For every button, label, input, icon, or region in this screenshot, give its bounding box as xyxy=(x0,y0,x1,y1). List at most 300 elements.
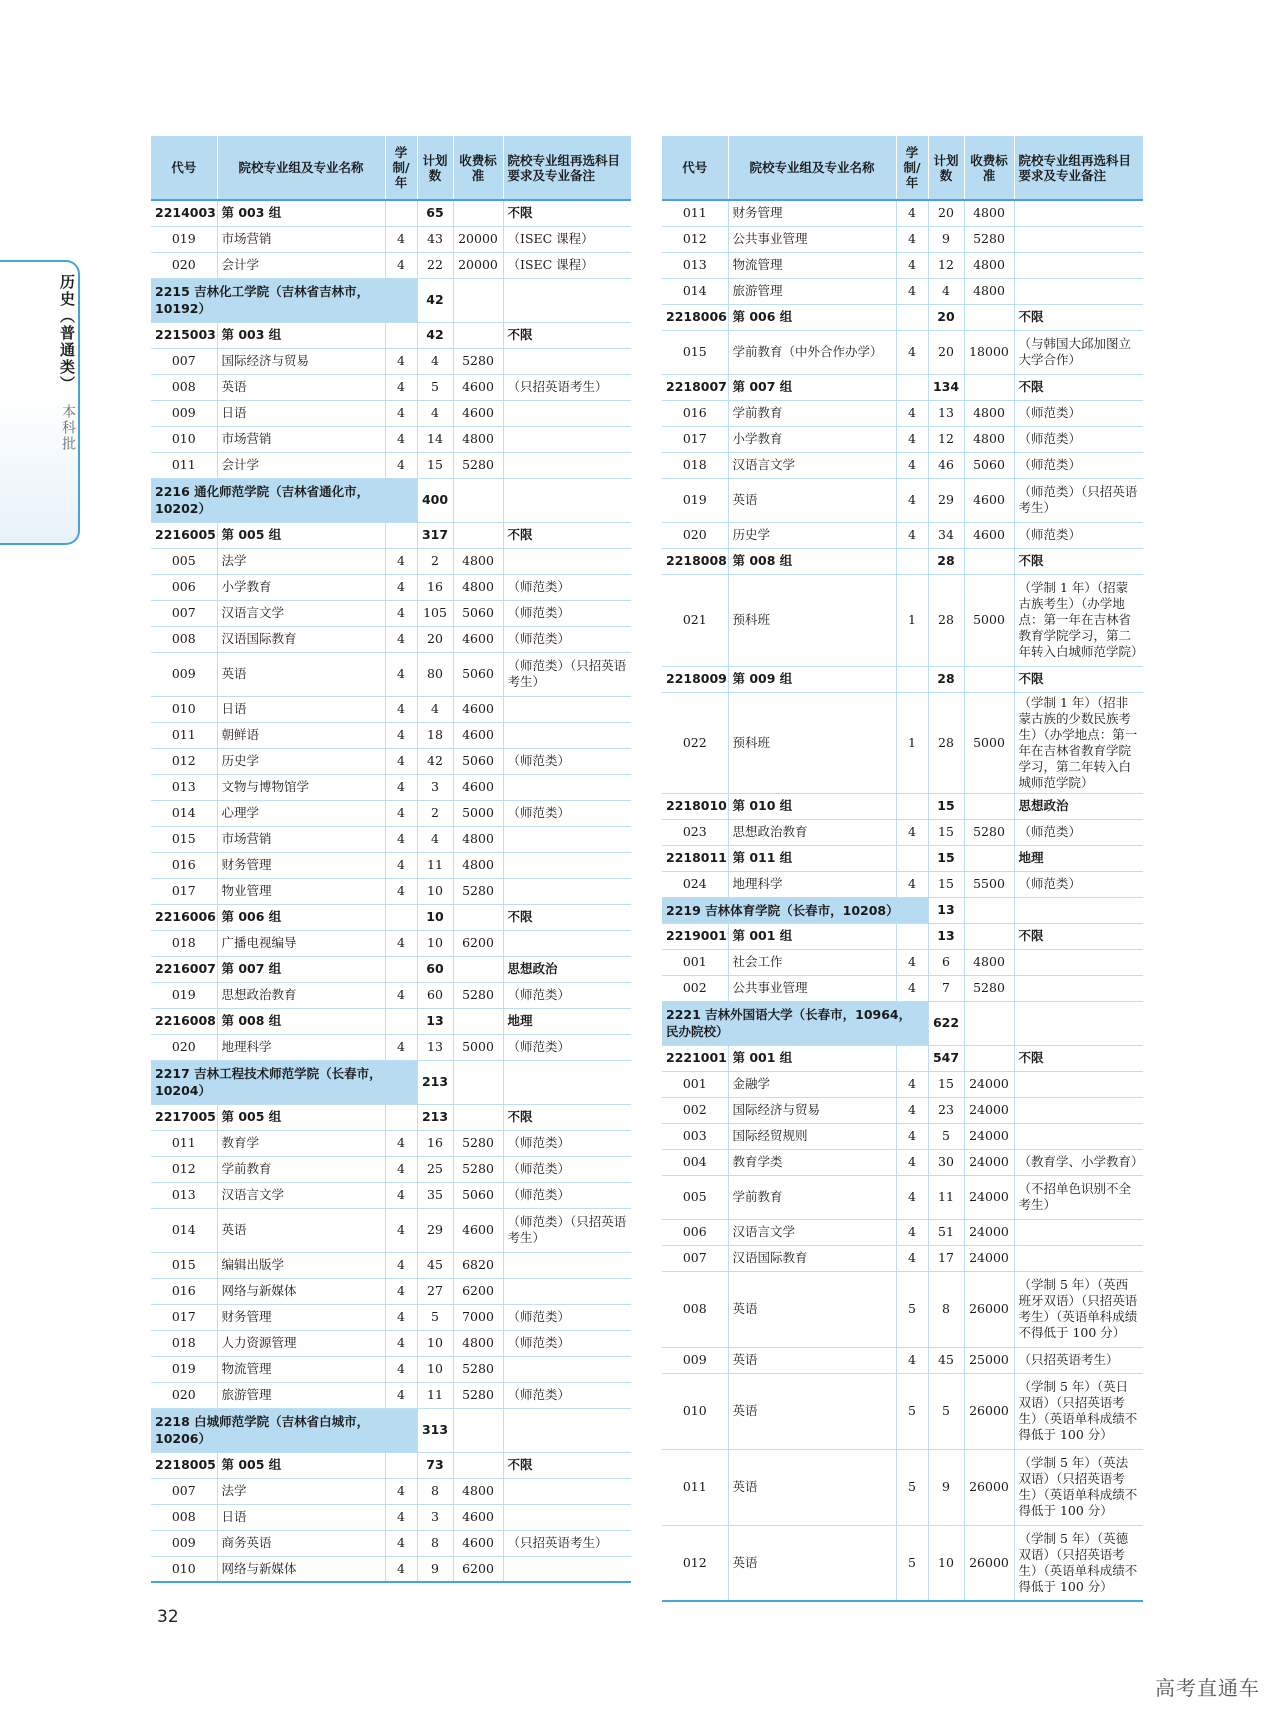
major-years: 1 xyxy=(896,692,928,793)
major-fee: 4600 xyxy=(453,1208,503,1252)
major-row xyxy=(151,1130,631,1156)
institution-fee xyxy=(964,1001,1014,1045)
group-fee xyxy=(964,923,1014,949)
group-years xyxy=(385,522,417,548)
major-fee: 20000 xyxy=(453,252,503,278)
major-name: 网络与新媒体 xyxy=(217,1278,385,1304)
major-name: 人力资源管理 xyxy=(217,1330,385,1356)
major-code: 002 xyxy=(662,1097,728,1123)
major-fee: 4600 xyxy=(964,522,1014,548)
group-years xyxy=(896,374,928,400)
major-row xyxy=(662,1219,1143,1245)
group-row xyxy=(151,1104,631,1130)
major-plan: 10 xyxy=(417,1356,453,1382)
major-plan: 15 xyxy=(928,871,964,897)
major-row xyxy=(662,200,1143,226)
major-plan: 80 xyxy=(417,652,453,696)
group-years xyxy=(385,904,417,930)
major-years: 4 xyxy=(385,774,417,800)
major-plan: 15 xyxy=(417,452,453,478)
major-name: 英语 xyxy=(728,1449,896,1525)
group-subject-requirement: 不限 xyxy=(1014,923,1143,949)
group-name: 第 008 组 xyxy=(217,1008,385,1034)
major-code: 002 xyxy=(662,975,728,1001)
major-years: 4 xyxy=(896,1245,928,1271)
header-name: 院校专业组及专业名称 xyxy=(217,136,385,200)
major-plan: 17 xyxy=(928,1245,964,1271)
major-name: 汉语言文学 xyxy=(217,600,385,626)
institution-plan: 42 xyxy=(417,278,453,322)
major-years: 4 xyxy=(385,800,417,826)
major-fee: 4800 xyxy=(964,278,1014,304)
major-plan: 28 xyxy=(928,692,964,793)
major-code: 021 xyxy=(662,574,728,666)
major-code: 016 xyxy=(151,852,217,878)
major-years: 4 xyxy=(385,1208,417,1252)
major-note: （师范类） xyxy=(1014,819,1143,845)
group-row xyxy=(662,666,1143,692)
institution-row xyxy=(151,478,631,522)
major-fee: 5500 xyxy=(964,871,1014,897)
major-plan: 13 xyxy=(417,1034,453,1060)
major-plan: 20 xyxy=(417,626,453,652)
major-row xyxy=(151,652,631,696)
group-years xyxy=(385,1452,417,1478)
major-name: 物业管理 xyxy=(217,878,385,904)
major-row xyxy=(151,1156,631,1182)
group-code: 2218006 xyxy=(662,304,728,330)
group-plan: 73 xyxy=(417,1452,453,1478)
institution-row xyxy=(151,1060,631,1104)
group-years xyxy=(896,666,928,692)
section-category-label: 历史（普通类） xyxy=(58,274,76,393)
major-row xyxy=(151,574,631,600)
major-name: 财务管理 xyxy=(217,1304,385,1330)
page-number: 32 xyxy=(157,1607,179,1627)
major-row xyxy=(662,1123,1143,1149)
institution-row xyxy=(662,1001,1143,1045)
major-name: 英语 xyxy=(217,652,385,696)
major-fee: 5060 xyxy=(964,452,1014,478)
major-plan: 2 xyxy=(417,800,453,826)
institution-name: 2215 吉林化工学院（吉林省吉林市，10192） xyxy=(151,278,417,322)
group-code: 2218011 xyxy=(662,845,728,871)
major-fee: 4600 xyxy=(453,400,503,426)
institution-plan: 213 xyxy=(417,1060,453,1104)
group-subject-requirement: 不限 xyxy=(1014,666,1143,692)
major-plan: 11 xyxy=(417,1382,453,1408)
institution-fee xyxy=(964,897,1014,923)
institution-row xyxy=(151,278,631,322)
major-years: 4 xyxy=(896,819,928,845)
major-row xyxy=(151,626,631,652)
major-note xyxy=(503,774,631,800)
group-subject-requirement: 不限 xyxy=(1014,374,1143,400)
major-note xyxy=(503,348,631,374)
major-years: 5 xyxy=(896,1525,928,1601)
major-plan: 4 xyxy=(417,400,453,426)
major-fee: 24000 xyxy=(964,1123,1014,1149)
major-name: 朝鲜语 xyxy=(217,722,385,748)
major-row xyxy=(151,252,631,278)
major-fee: 5000 xyxy=(964,574,1014,666)
group-code: 2218009 xyxy=(662,666,728,692)
major-note xyxy=(1014,1123,1143,1149)
major-row xyxy=(151,1278,631,1304)
institution-name: 2216 通化师范学院（吉林省通化市，10202） xyxy=(151,478,417,522)
header-code: 代号 xyxy=(151,136,217,200)
major-note xyxy=(1014,278,1143,304)
major-note: （师范类） xyxy=(503,1034,631,1060)
major-fee: 5280 xyxy=(964,819,1014,845)
major-years: 4 xyxy=(896,478,928,522)
major-row xyxy=(662,1525,1143,1601)
major-note xyxy=(503,1556,631,1582)
major-fee: 4800 xyxy=(964,400,1014,426)
major-plan: 45 xyxy=(928,1347,964,1373)
group-fee xyxy=(453,1452,503,1478)
group-years xyxy=(385,200,417,226)
major-code: 009 xyxy=(151,1530,217,1556)
major-note xyxy=(503,1478,631,1504)
major-plan: 10 xyxy=(928,1525,964,1601)
major-code: 019 xyxy=(151,1356,217,1382)
major-plan: 60 xyxy=(417,982,453,1008)
major-note xyxy=(503,548,631,574)
major-fee: 5060 xyxy=(453,1182,503,1208)
major-fee: 4600 xyxy=(453,374,503,400)
major-row xyxy=(662,1373,1143,1449)
major-code: 019 xyxy=(662,478,728,522)
major-fee: 24000 xyxy=(964,1097,1014,1123)
major-note: （师范类）（只招英语考生） xyxy=(503,652,631,696)
major-note: （学制 1 年）（招非蒙古族的少数民族考生）（办学地点：第一年在吉林省教育学院学习，第二年转入白城师范学院） xyxy=(1014,692,1143,793)
group-code: 2216006 xyxy=(151,904,217,930)
major-note: （师范类） xyxy=(503,982,631,1008)
section-side-tab xyxy=(0,260,80,545)
header-code: 代号 xyxy=(662,136,728,200)
institution-plan: 13 xyxy=(928,897,964,923)
major-name: 国际经贸规则 xyxy=(728,1123,896,1149)
major-fee: 5280 xyxy=(964,226,1014,252)
group-fee xyxy=(453,200,503,226)
major-years: 4 xyxy=(385,452,417,478)
institution-name: 2221 吉林外国语大学（长春市，10964，民办院校） xyxy=(662,1001,928,1045)
major-fee: 4800 xyxy=(453,574,503,600)
major-plan: 9 xyxy=(928,1449,964,1525)
institution-row xyxy=(151,1408,631,1452)
major-years: 4 xyxy=(385,826,417,852)
major-row xyxy=(662,452,1143,478)
major-fee: 26000 xyxy=(964,1271,1014,1347)
major-code: 010 xyxy=(151,426,217,452)
header-plan: 计划数 xyxy=(928,136,964,200)
major-fee: 25000 xyxy=(964,1347,1014,1373)
group-years xyxy=(896,1045,928,1071)
major-fee: 5280 xyxy=(453,1156,503,1182)
major-plan: 12 xyxy=(928,252,964,278)
major-plan: 8 xyxy=(417,1530,453,1556)
major-plan: 28 xyxy=(928,574,964,666)
institution-name: 2218 白城师范学院（吉林省白城市，10206） xyxy=(151,1408,417,1452)
major-row xyxy=(662,949,1143,975)
major-name: 国际经济与贸易 xyxy=(728,1097,896,1123)
major-name: 会计学 xyxy=(217,452,385,478)
major-note xyxy=(1014,1245,1143,1271)
major-name: 历史学 xyxy=(217,748,385,774)
group-name: 第 008 组 xyxy=(728,548,896,574)
major-note: （ISEC 课程） xyxy=(503,252,631,278)
group-subject-requirement: 不限 xyxy=(503,904,631,930)
major-row xyxy=(151,1330,631,1356)
major-code: 009 xyxy=(662,1347,728,1373)
major-code: 014 xyxy=(662,278,728,304)
major-note xyxy=(1014,975,1143,1001)
major-fee: 20000 xyxy=(453,226,503,252)
major-plan: 34 xyxy=(928,522,964,548)
major-fee: 4800 xyxy=(453,1478,503,1504)
group-plan: 28 xyxy=(928,548,964,574)
major-code: 005 xyxy=(662,1175,728,1219)
major-name: 财务管理 xyxy=(217,852,385,878)
major-note: （师范类） xyxy=(1014,426,1143,452)
major-row xyxy=(151,982,631,1008)
major-note xyxy=(503,426,631,452)
major-years: 4 xyxy=(385,600,417,626)
major-note xyxy=(503,452,631,478)
major-name: 公共事业管理 xyxy=(728,226,896,252)
major-fee: 4800 xyxy=(453,826,503,852)
major-fee: 4600 xyxy=(453,722,503,748)
major-code: 015 xyxy=(662,330,728,374)
major-fee: 4600 xyxy=(453,626,503,652)
group-row xyxy=(151,1452,631,1478)
major-row xyxy=(662,1245,1143,1271)
major-name: 法学 xyxy=(217,1478,385,1504)
major-row xyxy=(151,826,631,852)
major-fee: 5280 xyxy=(964,975,1014,1001)
header-note: 院校专业组再选科目要求及专业备注 xyxy=(1014,136,1143,200)
major-row xyxy=(151,1478,631,1504)
major-fee: 4800 xyxy=(964,426,1014,452)
major-years: 4 xyxy=(896,252,928,278)
group-name: 第 007 组 xyxy=(217,956,385,982)
major-note: （学制 1 年）（招蒙古族考生）（办学地点：第一年在吉林省教育学院学习，第二年转入白城师范学院） xyxy=(1014,574,1143,666)
major-fee: 24000 xyxy=(964,1175,1014,1219)
major-note: （师范类） xyxy=(503,1130,631,1156)
major-code: 003 xyxy=(662,1123,728,1149)
group-plan: 65 xyxy=(417,200,453,226)
major-name: 汉语言文学 xyxy=(728,452,896,478)
group-fee xyxy=(453,322,503,348)
major-note: （师范类） xyxy=(503,574,631,600)
major-code: 011 xyxy=(151,722,217,748)
major-code: 010 xyxy=(151,696,217,722)
header-years: 学制/年 xyxy=(896,136,928,200)
major-years: 4 xyxy=(385,1382,417,1408)
group-years xyxy=(896,304,928,330)
major-plan: 29 xyxy=(417,1208,453,1252)
major-code: 020 xyxy=(151,1382,217,1408)
group-plan: 42 xyxy=(417,322,453,348)
major-note xyxy=(503,1278,631,1304)
major-fee: 4800 xyxy=(453,548,503,574)
major-fee: 26000 xyxy=(964,1449,1014,1525)
major-code: 012 xyxy=(662,226,728,252)
major-note: （师范类） xyxy=(503,1156,631,1182)
major-note: （师范类） xyxy=(503,1382,631,1408)
major-name: 思想政治教育 xyxy=(217,982,385,1008)
major-code: 013 xyxy=(151,774,217,800)
institution-plan: 622 xyxy=(928,1001,964,1045)
major-fee: 18000 xyxy=(964,330,1014,374)
major-name: 物流管理 xyxy=(217,1356,385,1382)
group-years xyxy=(896,923,928,949)
header-years: 学制/年 xyxy=(385,136,417,200)
institution-plan: 400 xyxy=(417,478,453,522)
major-note: （只招英语考生） xyxy=(503,1530,631,1556)
group-name: 第 003 组 xyxy=(217,200,385,226)
group-subject-requirement: 不限 xyxy=(503,1104,631,1130)
major-name: 物流管理 xyxy=(728,252,896,278)
major-years: 4 xyxy=(896,452,928,478)
institution-note xyxy=(503,278,631,322)
major-name: 学前教育（中外合作办学） xyxy=(728,330,896,374)
major-note: （只招英语考生） xyxy=(1014,1347,1143,1373)
group-fee xyxy=(453,1104,503,1130)
major-plan: 29 xyxy=(928,478,964,522)
major-code: 007 xyxy=(662,1245,728,1271)
major-fee: 5060 xyxy=(453,652,503,696)
major-row xyxy=(662,400,1143,426)
major-years: 4 xyxy=(896,1097,928,1123)
major-fee: 24000 xyxy=(964,1071,1014,1097)
major-name: 市场营销 xyxy=(217,426,385,452)
major-fee: 5280 xyxy=(453,1130,503,1156)
major-fee: 24000 xyxy=(964,1219,1014,1245)
institution-plan: 313 xyxy=(417,1408,453,1452)
major-row xyxy=(151,696,631,722)
major-note xyxy=(503,826,631,852)
major-row xyxy=(151,226,631,252)
major-name: 日语 xyxy=(217,1504,385,1530)
major-note: （师范类） xyxy=(1014,452,1143,478)
major-note xyxy=(1014,252,1143,278)
group-row xyxy=(662,374,1143,400)
major-name: 文物与博物馆学 xyxy=(217,774,385,800)
major-name: 公共事业管理 xyxy=(728,975,896,1001)
group-row xyxy=(151,200,631,226)
major-row xyxy=(151,930,631,956)
major-plan: 7 xyxy=(928,975,964,1001)
header-name: 院校专业组及专业名称 xyxy=(728,136,896,200)
major-years: 4 xyxy=(385,748,417,774)
major-years: 4 xyxy=(896,975,928,1001)
major-fee: 5280 xyxy=(453,452,503,478)
institution-name: 2219 吉林体育学院（长春市，10208） xyxy=(662,897,928,923)
major-note: （与韩国大邱加图立大学合作） xyxy=(1014,330,1143,374)
group-years xyxy=(385,1008,417,1034)
major-code: 020 xyxy=(151,1034,217,1060)
group-name: 第 006 组 xyxy=(217,904,385,930)
major-years: 4 xyxy=(385,1478,417,1504)
group-code: 2218008 xyxy=(662,548,728,574)
major-years: 4 xyxy=(385,930,417,956)
major-name: 预科班 xyxy=(728,692,896,793)
major-plan: 11 xyxy=(928,1175,964,1219)
major-code: 023 xyxy=(662,819,728,845)
institution-note xyxy=(1014,1001,1143,1045)
major-fee: 4600 xyxy=(453,774,503,800)
major-fee: 4600 xyxy=(453,1504,503,1530)
major-name: 汉语言文学 xyxy=(217,1182,385,1208)
major-row xyxy=(151,1356,631,1382)
header-fee: 收费标准 xyxy=(964,136,1014,200)
major-row xyxy=(151,1208,631,1252)
major-code: 008 xyxy=(151,626,217,652)
group-subject-requirement: 地理 xyxy=(1014,845,1143,871)
major-code: 017 xyxy=(151,878,217,904)
major-row xyxy=(662,426,1143,452)
major-plan: 11 xyxy=(417,852,453,878)
major-years: 4 xyxy=(385,1278,417,1304)
major-plan: 10 xyxy=(417,1330,453,1356)
major-code: 012 xyxy=(151,1156,217,1182)
group-code: 2221001 xyxy=(662,1045,728,1071)
major-note xyxy=(503,930,631,956)
header-plan: 计划数 xyxy=(417,136,453,200)
major-code: 017 xyxy=(151,1304,217,1330)
major-name: 教育学 xyxy=(217,1130,385,1156)
major-years: 4 xyxy=(896,330,928,374)
major-row xyxy=(662,574,1143,666)
group-row xyxy=(662,1045,1143,1071)
major-row xyxy=(151,1182,631,1208)
major-note xyxy=(503,696,631,722)
major-row xyxy=(662,522,1143,548)
institution-fee xyxy=(453,278,503,322)
major-plan: 105 xyxy=(417,600,453,626)
group-row xyxy=(151,904,631,930)
major-code: 007 xyxy=(151,348,217,374)
major-code: 011 xyxy=(151,1130,217,1156)
major-fee: 4800 xyxy=(964,200,1014,226)
group-row xyxy=(151,522,631,548)
major-note: （师范类）（只招英语考生） xyxy=(1014,478,1143,522)
group-name: 第 007 组 xyxy=(728,374,896,400)
major-code: 018 xyxy=(151,1330,217,1356)
major-note: （师范类） xyxy=(503,1182,631,1208)
group-subject-requirement: 不限 xyxy=(503,522,631,548)
major-code: 006 xyxy=(662,1219,728,1245)
major-years: 4 xyxy=(385,1556,417,1582)
major-code: 007 xyxy=(151,1478,217,1504)
major-name: 英语 xyxy=(728,1271,896,1347)
major-years: 4 xyxy=(385,1182,417,1208)
institution-fee xyxy=(453,1060,503,1104)
major-note xyxy=(503,852,631,878)
major-name: 法学 xyxy=(217,548,385,574)
group-plan: 20 xyxy=(928,304,964,330)
group-subject-requirement: 不限 xyxy=(503,322,631,348)
major-fee: 6820 xyxy=(453,1252,503,1278)
major-name: 旅游管理 xyxy=(728,278,896,304)
major-note: （师范类） xyxy=(503,600,631,626)
institution-fee xyxy=(453,1408,503,1452)
major-name: 汉语国际教育 xyxy=(728,1245,896,1271)
group-fee xyxy=(964,845,1014,871)
major-plan: 51 xyxy=(928,1219,964,1245)
